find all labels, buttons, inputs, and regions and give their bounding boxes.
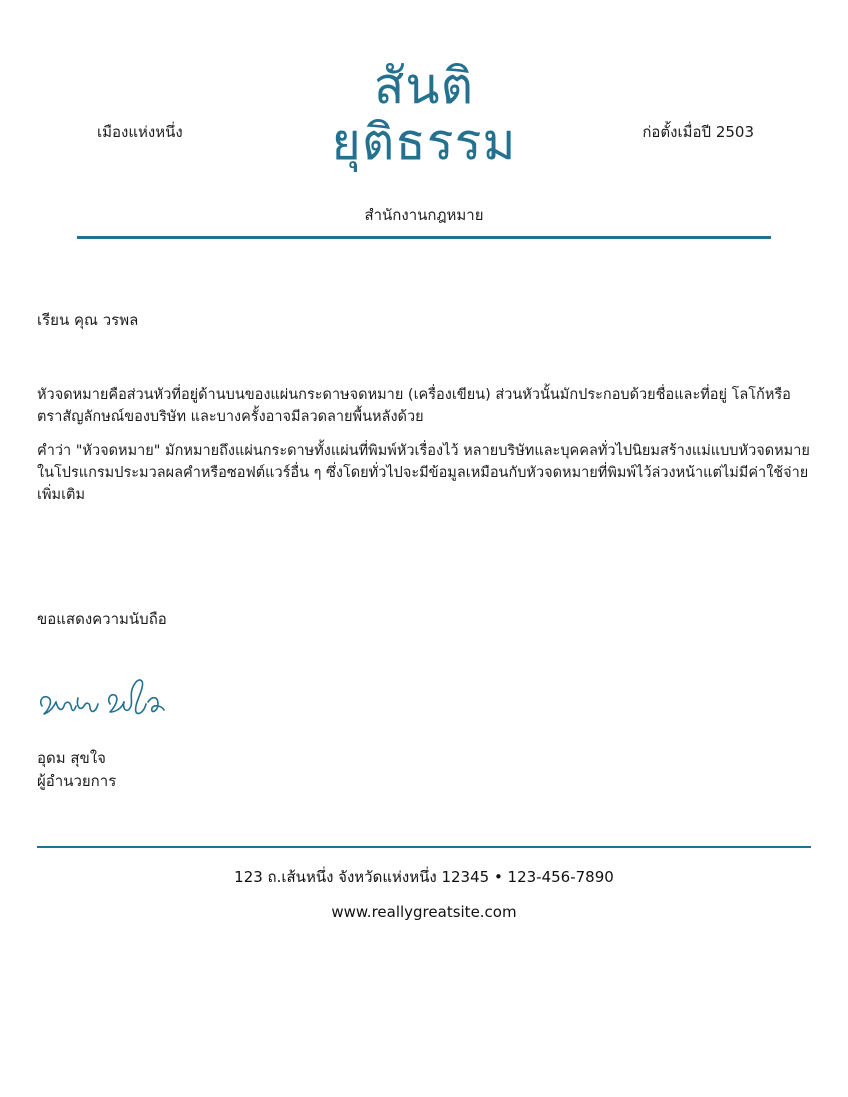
footer-website[interactable]: www.reallygreatsite.com	[331, 903, 517, 921]
header-divider	[77, 236, 771, 239]
body-paragraph-1: หัวจดหมายคือส่วนหัวที่อยู่ด้านบนของแผ่นกระดาษจดหมาย (เครื่องเขียน) ส่วนหัวนั้นมักประกอบด้วยชื่อและที่อยู่ โลโก้หรือตราสัญลักษณ์ของบริษัท และบางครั้งอาจมีลวดลายพื้นหลังด้วย	[37, 387, 791, 425]
salutation: เรียน คุณ วรพล	[37, 311, 139, 329]
signer-name: อุดม สุขใจ	[37, 749, 106, 767]
footer-divider	[37, 846, 811, 848]
handwritten-signature	[36, 662, 176, 730]
firm-tagline: สำนักงานกฎหมาย	[364, 206, 484, 224]
closing: ขอแสดงความนับถือ	[37, 610, 167, 628]
header-founded: ก่อตั้งเมื่อปี 2503	[642, 123, 754, 141]
logo-line-2: ยุติธรรม	[331, 113, 517, 171]
signer-title: ผู้อำนวยการ	[37, 772, 117, 790]
firm-logo	[0, 58, 848, 170]
header-city: เมืองแห่งหนึ่ง	[97, 123, 183, 141]
logo-line-1: สันติ	[373, 57, 475, 115]
footer-address: 123 ถ.เส้นหนึ่ง จังหวัดแห่งหนึ่ง 12345 • 123-456-7890	[234, 868, 614, 886]
body-paragraph-2: คำว่า "หัวจดหมาย" มักหมายถึงแผ่นกระดาษทั้งแผ่นที่พิมพ์หัวเรื่องไว้ หลายบริษัทและบุคคลทั่วไปนิยมสร้างแม่แบบหัวจดหมายในโปรแกรมประมวลผลคำหรือซอฟต์แวร์อื่น ๆ ซึ่งโดยทั่วไปจะมีข้อมูลเหมือนกับหัวจดหมายที่พิมพ์ไว้ล่วงหน้าแต่ไม่มีค่าใช้จ่ายเพิ่มเติม	[37, 443, 810, 503]
